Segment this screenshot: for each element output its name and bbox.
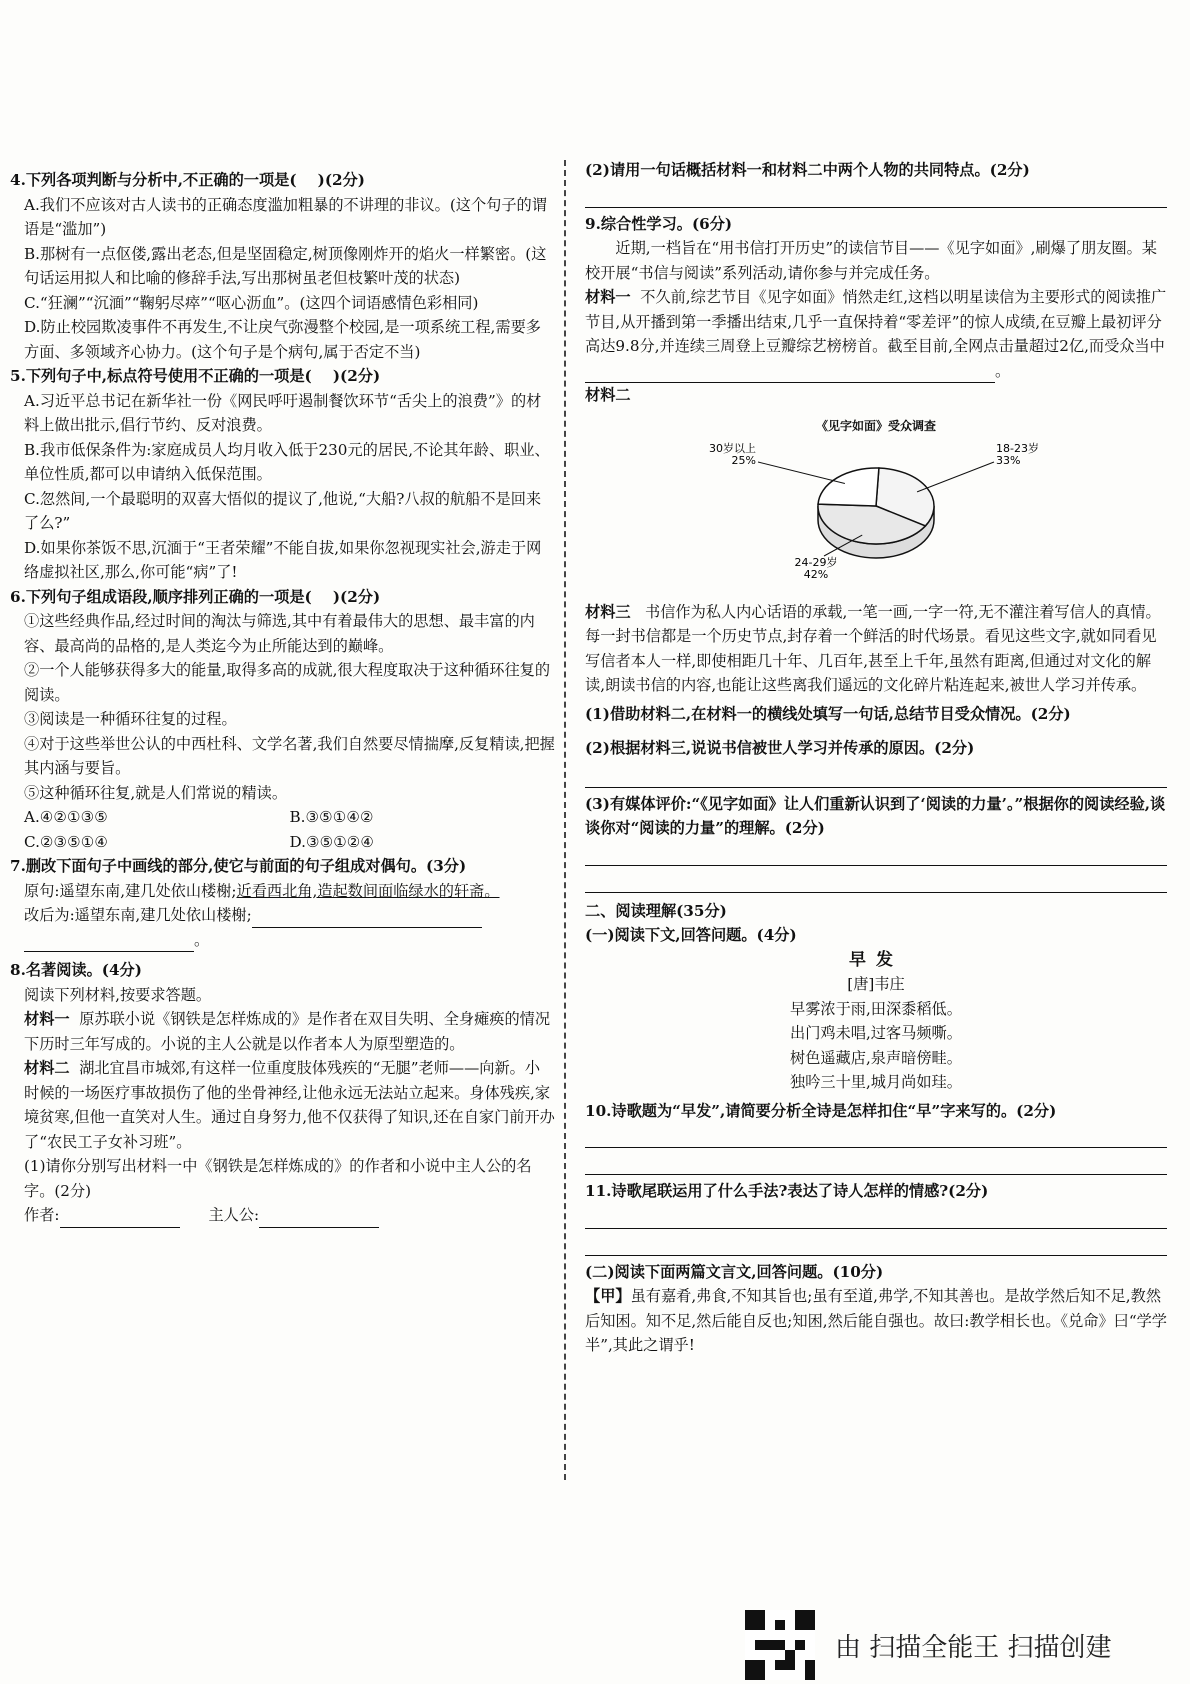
q8-material-2 [10,1056,555,1154]
q7-revised [10,903,555,928]
pie-slice-label: 18-23岁 [996,442,1039,455]
pie-slice-value: 42% [803,568,829,581]
q4-option-a: A.我们不应该对古人读书的正确态度滥加粗暴的不讲理的非议。(这个句子的谓语是“滥加”) [24,195,547,238]
q11-answer-line-1[interactable] [585,1206,1167,1229]
pie-chart-svg [696,438,1056,588]
q6-sentence-4: ④对于这些举世公认的中西杜科、文学名著,我们自然要尽情揣摩,反复精读,把握其内涵与要旨。 [24,734,555,777]
poem-author: [唐]韦庄 [847,975,905,993]
q6-options [10,805,555,854]
q6-sentence-5: ⑤这种循环往复,就是人们常说的精读。 [24,783,288,802]
q7-stem: 7.删改下面句子中画线的部分,使它与前面的句子组成对偶句。(3分) [10,857,467,875]
q10: 10.诗歌题为“早发”,请简要分析全诗是怎样扣住“早”字来写的。(2分) [585,1101,1057,1120]
q5-option-c: C.忽然间,一个最聪明的双喜大悟似的提议了,他说,“大船?八叔的航船不是回来了么?” [24,489,542,532]
q6-option-a: A.④②①③⑤ [24,808,108,826]
poem-line-4: 独吟三十里,城月尚如珪。 [790,1073,962,1091]
q5-option-d: D.如果你茶饭不思,沉湎于“王者荣耀”不能自拔,如果你忽视现实社会,游走于网络虚拟社区,那么,你可能“病”了! [24,538,542,581]
q7-revised-prefix: 改后为:遥望东南,建几处依山楼榭; [24,906,252,924]
part-1-heading: (一)阅读下文,回答问题。(4分) [585,926,797,944]
chart-title: 《见字如面》受众调查 [815,418,936,433]
q5-stem: 5.下列句子中,标点符号使用不正确的一项是( )(2分) [10,367,381,385]
q8-sub2: (2)请用一句话概括材料一和材料二中两个人物的共同特点。(2分) [585,161,1030,179]
pie-slice-label: 30岁以上 [709,442,756,455]
q8-m2-label: 材料二 [24,1059,70,1077]
q9-sub2: (2)根据材料三,说说书信被世人学习并传承的原因。(2分) [585,739,975,757]
qr-code-icon [745,1610,815,1680]
q9-material-3 [585,600,1167,698]
pie-leader-line [758,462,845,483]
q9-m1-text: 不久前,综艺节目《见字如面》悄然走红,这档以明星读信为主要形式的阅读推广节目,从开播到第一季播出结束,几乎一直保持着“零差评”的惊人成绩,在豆瓣上最初评分高达9.8分,并连续三周登上豆瓣综艺榜榜首。截至目前,全网点击量超过2亿,而受众当中 [585,288,1167,355]
q7-original-prefix: 原句:遥望东南,建几处依山楼榭; [24,881,237,900]
q9-m1-label: 材料一 [585,288,631,306]
q9-material-1 [585,285,1167,383]
left-column [10,168,555,1228]
pie-slice-value: 33% [996,454,1021,467]
q9-sub1: (1)借助材料二,在材料一的横线处填写一句话,总结节目受众情况。(2分) [585,704,1071,723]
hero-blank[interactable] [259,1209,379,1228]
poem-title: 早发 [849,949,903,970]
q6-option-d: D.③⑤①②④ [289,832,375,851]
q8-sub1: (1)请你分别写出材料一中《钢铁是怎样炼成的》的作者和小说中主人公的名字。(2分) [24,1157,532,1200]
q9-m1-end: 。 [995,361,1011,380]
q11: 11.诗歌尾联运用了什么手法?表达了诗人怎样的情感?(2分) [585,1182,989,1200]
q6-sentence-1: ①这些经典作品,经过时间的淘汰与筛选,其中有着最伟大的思想、最丰富的内容、最高尚的品格的,是人类迄今为止所能达到的巅峰。 [24,612,535,655]
q11-answer-line-2[interactable] [585,1233,1167,1256]
q9-sub3-answer-line-1[interactable] [585,843,1167,866]
q6-sentence-3: ③阅读是一种循环往复的过程。 [24,710,237,728]
pie-slice-value: 25% [731,454,756,467]
author-blank[interactable] [60,1209,180,1228]
q8-stem: 8.名著阅读。(4分) [10,961,142,979]
q9-sub2-answer-line[interactable] [585,763,1167,788]
q4-option-c: C.“狂澜”“沉湎”“鞠躬尽瘁”“呕心沥血”。(这四个词语感情色彩相同) [24,293,479,312]
poem-line-1: 早雾浓于雨,田深黍稻低。 [790,999,962,1018]
q9-m2-label: 材料二 [585,386,631,404]
q8-answers [10,1203,555,1228]
q4-stem: 4.下列各项判断与分析中,不正确的一项是( )(2分) [10,171,365,189]
watermark-text: 由 扫描全能王 扫描创建 [835,1632,1112,1663]
q8-sub2-answer-line[interactable] [585,185,1167,208]
q8-intro: 阅读下列材料,按要求答题。 [24,985,212,1004]
q7-answer-blank-2[interactable] [24,933,194,952]
scanner-watermark [745,1610,1112,1680]
q5-option-a: A.习近平总书记在新华社一份《网民呼吁遏制餐饮环节“舌尖上的浪费”》的材料上做出批示,倡行节约、反对浪费。 [24,391,542,434]
q8-m1-label: 材料一 [24,1010,70,1028]
q9-stem: 9.综合性学习。(6分) [585,214,733,233]
poem-line-2: 出门鸡未唱,过客马频嘶。 [790,1024,962,1042]
pie-leader-line [917,462,994,492]
q9-m3-text: 书信作为私人内心话语的承载,一笔一画,一字一符,无不灌注着写信人的真情。每一封书信都是一个历史节点,封存着一个鲜活的时代场景。看见这些文字,就如同看见写信者本人一样,即使相距几十年、几百年,甚至上千年,虽然有距离,但通过对文化的解读,朗读书信的内容,也能让这些离我们遥远的文化碎片粘连起来,被世人学习并传承。 [585,602,1161,694]
column-divider [564,160,566,1480]
q7-underlined-part: 近看西北角,造起数间面临绿水的轩斋。 [236,881,500,900]
q9-m1-blank[interactable] [585,364,995,383]
part-2-heading: (二)阅读下面两篇文言文,回答问题。(10分) [585,1262,884,1281]
q4-option-d: D.防止校园欺凌事件不再发生,不让戾气弥漫整个校园,是一项系统工程,需要多方面、多领域齐心协力。(这个句子是个病句,属于否定不当) [24,318,541,361]
poem-line-3: 树色遥藏店,泉声暗傍畦。 [790,1048,962,1067]
q9-intro: 近期,一档旨在“用书信打开历史”的读信节目——《见字如面》,刷爆了朋友圈。某校开展“书信与阅读”系列活动,请你参与并完成任务。 [585,239,1157,282]
q7-revised-cont: 。 [10,928,555,953]
q6-option-c: C.②③⑤①④ [24,832,108,851]
q6-stem: 6.下列句子组成语段,顺序排列正确的一项是( )(2分) [10,587,381,606]
q9-material-2-label [585,383,1167,408]
q8-m2-text: 湖北宜昌市城郊,有这样一位重度肢体残疾的“无腿”老师——向新。小时候的一场医疗事故损伤了他的坐骨神经,让他永远无法站立起来。身体残疾,家境贫寒,但他一直笑对人生。通过自身努力,他不仅获得了知识,还在自家门前开办了“农民工子女补习班”。 [24,1059,555,1151]
q9-sub3: (3)有媒体评价:“《见字如面》让人们重新认识到了‘阅读的力量’。”根据你的阅读经验,谈谈你对“阅读的力量”的理解。(2分) [585,794,1166,837]
q8-m1-text: 原苏联小说《钢铁是怎样炼成的》是作者在双目失明、全身瘫痪的情况下历时三年写成的。小说的主人公就是以作者本人为原型塑造的。 [24,1010,551,1053]
q10-answer-line-1[interactable] [585,1125,1167,1148]
q10-answer-line-2[interactable] [585,1152,1167,1175]
q8-material-1 [10,1007,555,1056]
right-column [585,158,1167,1358]
author-label: 作者: [24,1206,60,1224]
q6-sentence-2: ②一个人能够获得多大的能量,取得多高的成就,很大程度取决于这种循环往复的阅读。 [24,661,551,704]
jia-label: 【甲】 [585,1287,631,1305]
q5-option-b: B.我市低保条件为:家庭成员人均月收入低于230元的居民,不论其年龄、职业、单位性质,都可以申请纳入低保范围。 [24,440,550,483]
hero-label: 主人公: [208,1206,260,1224]
q9-m3-label: 材料三 [585,602,631,621]
q7-original [10,879,555,904]
q4-option-b: B.那树有一点伛偻,露出老态,但是坚固稳定,树顶像刚炸开的焰火一样繁密。(这句话运用拟人和比喻的修辞手法,写出那树虽老但枝繁叶茂的状态) [24,244,547,287]
q9-sub3-answer-line-2[interactable] [585,870,1167,893]
q7-answer-blank[interactable] [252,909,482,928]
classical-text-jia [585,1284,1167,1358]
jia-text: 虽有嘉肴,弗食,不知其旨也;虽有至道,弗学,不知其善也。是故学然后知不足,教然后知困。知不足,然后能自反也;知困,然后能自强也。故曰:教学相长也。《兑命》曰“学学半”,其此之谓乎! [585,1287,1167,1354]
pie-slice-label: 24-29岁 [794,556,838,569]
section-2-title: 二、阅读理解(35分) [585,901,727,920]
pie-slice [818,468,879,506]
pie-chart [585,414,1167,596]
q6-option-b: B.③⑤①④② [289,808,374,826]
